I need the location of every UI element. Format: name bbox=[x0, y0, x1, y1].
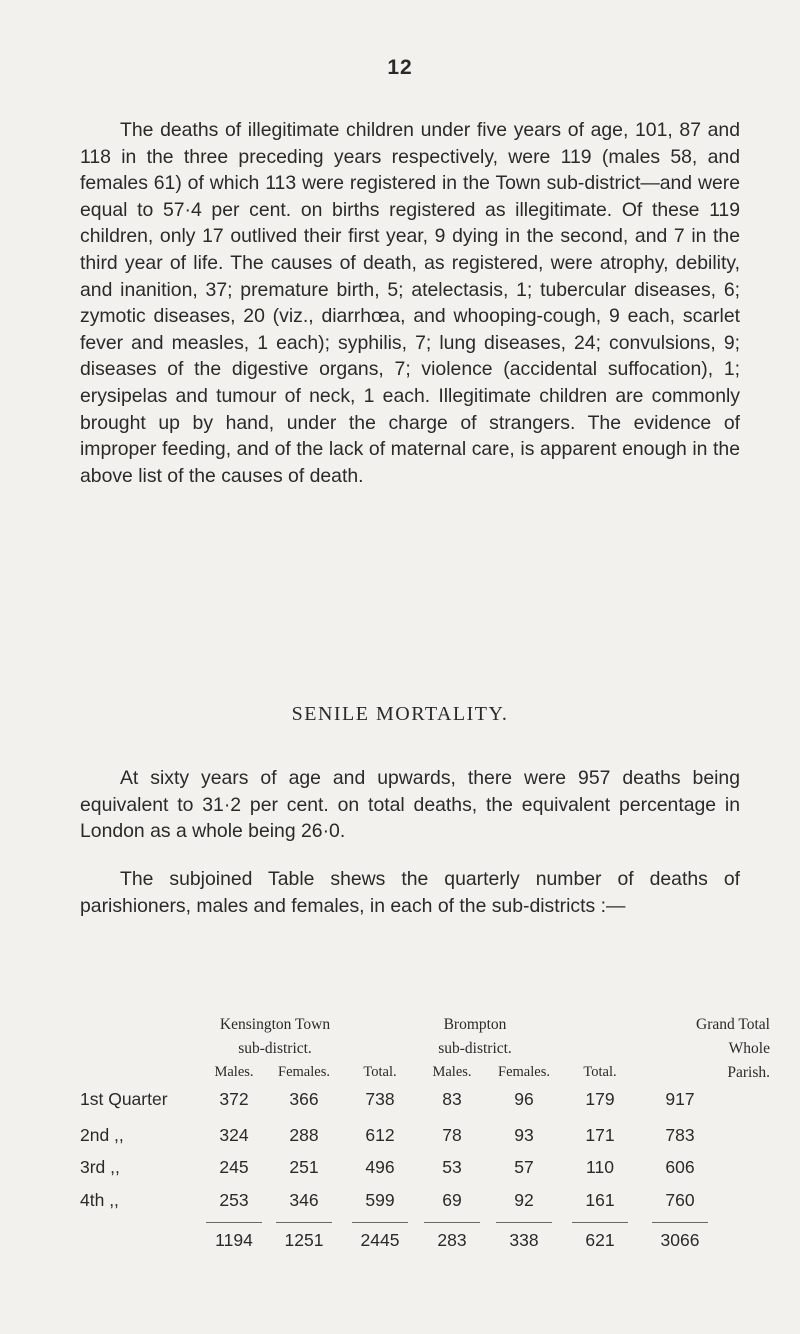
table-cell: 366 bbox=[289, 1089, 319, 1109]
total-cell: 338 bbox=[509, 1230, 539, 1250]
table-cell: 161 bbox=[585, 1190, 615, 1210]
paragraph-illegitimate-deaths: The deaths of illegitimate children under five years of age, 101, 87 and 118 in the three preceding years respectively, were 119 (males 58, and females 61) of which 113 were registered in the Town sub-district—and were equal to 57·4 per cent. on births registered as illegitimate. Of these 119 children, only 17 outlived their first year, 9 dying in the second, and 7 in the third year of life. The causes of death, as registered, were atrophy, debility, and inanition, 37; premature birth, 5; atelectasis, 1; tubercular diseases, 6; zymotic diseases, 20 (viz., diarrhœa, and whooping-cough, 9 each, scarlet fever and measles, 1 each); syphilis, 7; lung diseases, 24; convulsions, 9; diseases of the digestive organs, 7; violence (accidental suffocation), 1; erysipelas and tumour of neck, 1 each. Illegitimate children are commonly brought up by hand, under the charge of strangers. The evidence of improper feeding, and of the lack of maternal care, is apparent enough in the above list of the causes of death. bbox=[80, 119, 740, 487]
total-rule bbox=[496, 1222, 552, 1223]
page-number: 12 bbox=[387, 56, 413, 79]
row-label-q1: 1st Quarter bbox=[80, 1089, 168, 1109]
col-header-kensington-males: Males. bbox=[214, 1064, 254, 1080]
total-cell: 1251 bbox=[284, 1230, 324, 1250]
row-label-q3: 3rd ,, bbox=[80, 1157, 120, 1177]
col-header-brompton-males: Males. bbox=[432, 1064, 472, 1080]
table-cell: 599 bbox=[365, 1190, 395, 1210]
table-cell: 738 bbox=[365, 1089, 395, 1109]
table-cell: 57 bbox=[514, 1157, 534, 1177]
row-label-q2: 2nd ,, bbox=[80, 1125, 124, 1145]
paragraph-table-intro: The subjoined Table shews the quarterly number of deaths of parishioners, males and females, in each of the sub-districts :— bbox=[80, 868, 740, 917]
header-grand-line1: Grand Total bbox=[696, 1016, 770, 1033]
table-cell: 92 bbox=[514, 1190, 534, 1210]
table-cell: 346 bbox=[289, 1190, 319, 1210]
table-cell: 78 bbox=[442, 1125, 462, 1145]
total-rule bbox=[206, 1222, 262, 1223]
header-brompton-line1: Brompton bbox=[443, 1016, 507, 1033]
table-cell: 53 bbox=[442, 1157, 462, 1177]
table-cell: 69 bbox=[442, 1190, 462, 1210]
table-cell: 253 bbox=[219, 1190, 249, 1210]
table-cell: 372 bbox=[219, 1089, 249, 1109]
table-cell: 324 bbox=[219, 1125, 249, 1145]
header-kensington bbox=[185, 1013, 365, 1061]
table-cell: 496 bbox=[365, 1157, 395, 1177]
table-cell: 171 bbox=[585, 1125, 615, 1145]
col-header-brompton-total: Total. bbox=[583, 1064, 617, 1080]
row-label-q4: 4th ,, bbox=[80, 1190, 119, 1210]
col-header-brompton-females: Females. bbox=[498, 1064, 550, 1080]
table-cell: 917 bbox=[665, 1089, 695, 1109]
table-cell: 96 bbox=[514, 1089, 534, 1109]
total-rule bbox=[276, 1222, 332, 1223]
table-cell: 251 bbox=[289, 1157, 319, 1177]
total-cell: 2445 bbox=[360, 1230, 400, 1250]
table-cell: 245 bbox=[219, 1157, 249, 1177]
table-cell: 179 bbox=[585, 1089, 615, 1109]
paragraph-senile-mortality: At sixty years of age and upwards, there were 957 deaths being equivalent to 31·2 per cent. on total deaths, the equivalent percentage in London as a whole being 26·0. bbox=[80, 767, 740, 843]
header-grand-line2: Whole bbox=[728, 1040, 770, 1057]
table-cell: 760 bbox=[665, 1190, 695, 1210]
total-cell: 621 bbox=[585, 1230, 615, 1250]
header-grand-total bbox=[630, 1013, 770, 1085]
table-cell: 612 bbox=[365, 1125, 395, 1145]
section-heading: SENILE MORTALITY. bbox=[291, 703, 509, 725]
table-cell: 93 bbox=[514, 1125, 534, 1145]
total-cell: 1194 bbox=[215, 1230, 253, 1250]
total-rule bbox=[424, 1222, 480, 1223]
total-cell: 3066 bbox=[660, 1230, 700, 1250]
col-header-kensington-females: Females. bbox=[278, 1064, 330, 1080]
header-kensington-line2: sub-district. bbox=[238, 1040, 312, 1057]
table-cell: 110 bbox=[586, 1157, 614, 1177]
total-rule bbox=[572, 1222, 628, 1223]
col-header-kensington-total: Total. bbox=[363, 1064, 397, 1080]
header-grand-line3: Parish. bbox=[727, 1064, 770, 1081]
header-brompton bbox=[400, 1013, 550, 1061]
header-kensington-line1: Kensington Town bbox=[219, 1016, 331, 1033]
total-rule bbox=[352, 1222, 408, 1223]
table-cell: 288 bbox=[289, 1125, 319, 1145]
table-cell: 606 bbox=[665, 1157, 695, 1177]
total-rule bbox=[652, 1222, 708, 1223]
table-cell: 783 bbox=[665, 1125, 695, 1145]
header-brompton-line2: sub-district. bbox=[438, 1040, 512, 1057]
total-cell: 283 bbox=[437, 1230, 467, 1250]
table-cell: 83 bbox=[442, 1089, 462, 1109]
